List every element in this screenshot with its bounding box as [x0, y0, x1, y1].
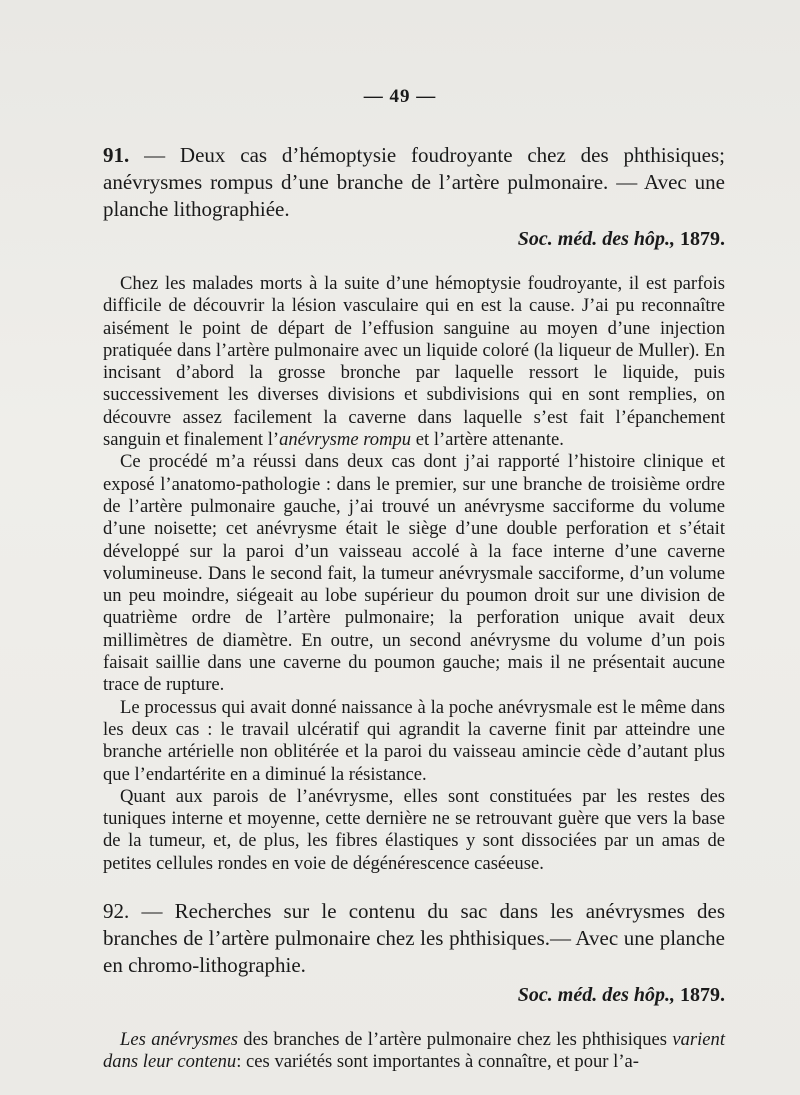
entry-92-paragraph-1: [103, 1029, 725, 1074]
entry-91-citation-year: 1879.: [675, 228, 725, 250]
page-content: [103, 142, 725, 1074]
entry-91-heading: [103, 142, 725, 223]
entry-91-paragraph-2: Ce procédé m’a réussi dans deux cas dont j’ai rapporté l’histoire clinique et exposé l’anatomo-pathologie : dans le premier, sur une branche de troisième ordre de l’artère pulmonaire gauche, j’ai trouvé un anévrysme sacciforme du volume d’une noisette; cet anévrysme était le siège d’une double perforation et s’était développé sur la paroi d’un vaisseau accolé à la face interne d’une caverne volumineuse. Dans le second fait, la tumeur anévrysmale sacciforme, d’un volume un peu moindre, siégeait au lobe supérieur du poumon droit sur une division de quatrième ordre de l’artère pulmonaire; la perforation unique avait deux millimètres de diamètre. En outre, un second anévrysme du volume d’un pois faisait saillie dans une caverne du poumon gauche; mais il ne présentait aucune trace de rupture.: [103, 451, 725, 696]
entry-92-citation: [103, 981, 725, 1009]
entry-92-paragraph-1-text: des branches de l’artère pulmonaire chez les phthisiques: [237, 1029, 673, 1051]
entry-91-paragraph-3: Le processus qui avait donné naissance à la poche anévrysmale est le même dans les deux cas : le travail ulcératif qui agrandit la caverne finit par atteindre une branche artérielle non oblitérée et la paroi du vaisseau amincie cède d’autant plus que l’endartérite en a diminué la résistance.: [103, 696, 725, 785]
entry-91-title: — Deux cas d’hémoptysie foudroyante chez des phthisiques; anévrysmes rompus d’une branche de l’artère pulmonaire. — Avec une planche lithographiée.: [103, 143, 725, 221]
entry-91-paragraph-1-text: Chez les malades morts à la suite d’une hémoptysie foudroyante, il est parfois difficile de découvrir la lésion vasculaire qui en est la cause. J’ai pu reconnaître aisément le point de départ de l’effusion sanguine au moyen d’une injection pratiquée dans l’artère pulmonaire avec un liquide coloré (la liqueur de Muller). En incisant d’abord la grosse bronche par laquelle ressort le liquide, puis successivement les diverses divisions et subdivisions qui en sont remplies, on découvre assez facilement la caverne dans laquelle s’est fait l’épanchement sanguin et finalement l’: [103, 273, 725, 451]
entry-92-citation-source: Soc. méd. des hôp.,: [517, 984, 675, 1007]
entry-91-paragraph-1-emphasis: anévrysme rompu: [279, 429, 412, 451]
entry-92-paragraph-1-emphasis-a: Les anévrysmes: [120, 1029, 238, 1051]
entry-92-title: — Recherches sur le contenu du sac dans les anévrysmes des branches de l’artère pulmonaire chez les phthisiques.— Avec une planche en chromo-lithographie.: [103, 899, 726, 978]
entry-92-heading: [103, 898, 725, 979]
entry-91-paragraph-1-text-end: et l’artère attenante.: [411, 429, 564, 451]
entry-91-citation: [103, 225, 725, 253]
entry-91-paragraph-1: [103, 273, 725, 451]
entry-91-paragraph-4: Quant aux parois de l’anévrysme, elles sont constituées par les restes des tuniques interne et moyenne, cette dernière ne se retrouvant guère que vers la base de la tumeur, et, de plus, les fibres élastiques y sont dissociées par un amas de petites cellules rondes en voie de dégénérescence caséeuse.: [103, 785, 725, 874]
entry-92-citation-year: 1879.: [675, 984, 725, 1007]
entry-92-paragraph-1-emphasis-b: varient dans leur contenu: [103, 1029, 726, 1073]
page-number: — 49 —: [363, 86, 437, 107]
entry-92-number: 92.: [103, 899, 130, 924]
entry-91-number: 91.: [103, 143, 130, 167]
entry-91-citation-source: Soc. méd. des hôp.,: [517, 228, 675, 250]
entry-92-paragraph-1-text-end: : ces variétés sont importantes à connaître, et pour l’a-: [236, 1051, 639, 1073]
